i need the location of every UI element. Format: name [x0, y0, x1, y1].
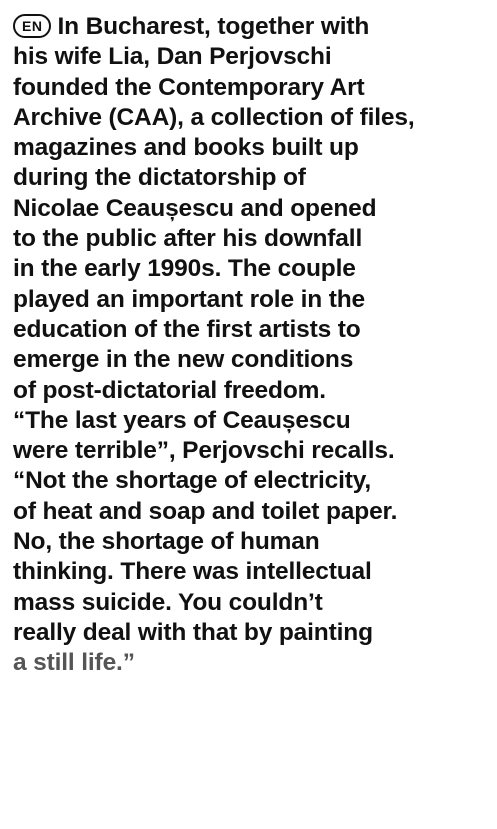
language-badge: EN	[13, 14, 51, 38]
text-line-20: mass suicide. You couldn’t	[13, 588, 323, 616]
text-line-21: really deal with that by painting	[13, 618, 373, 646]
text-line-9: in the early 1990s. The couple	[13, 255, 356, 283]
text-line-8: to the public after his downfall	[13, 225, 363, 253]
text-line-15: were terrible”, Perjovschi recalls.	[13, 437, 395, 465]
text-line-4: Archive (CAA), a collection of files,	[13, 103, 415, 131]
text-line-1	[13, 12, 497, 42]
text-line-22: a still life.”	[13, 649, 135, 677]
text-line-6: during the dictatorship of	[13, 164, 306, 192]
text-line-10: played an important role in the	[13, 285, 366, 313]
text-line-14: “The last years of Ceaușescu	[13, 406, 351, 434]
article-paragraph	[13, 12, 497, 679]
text-line-2: his wife Lia, Dan Perjovschi	[13, 43, 332, 71]
text-line-11: education of the first artists to	[13, 315, 361, 343]
text-line-5: magazines and books built up	[13, 134, 359, 162]
text-line-13: of post-dictatorial freedom.	[13, 376, 326, 404]
text-line-1-content: In Bucharest, together with	[57, 13, 370, 40]
text-line-16: “Not the shortage of electricity,	[13, 467, 372, 495]
text-line-7: Nicolae Ceaușescu and opened	[13, 194, 377, 222]
text-line-3: founded the Contemporary Art	[13, 73, 365, 101]
text-line-12: emerge in the new conditions	[13, 346, 354, 374]
text-line-17: of heat and soap and toilet paper.	[13, 497, 398, 525]
text-line-18: No, the shortage of human	[13, 528, 320, 556]
text-line-19: thinking. There was intellectual	[13, 558, 372, 586]
